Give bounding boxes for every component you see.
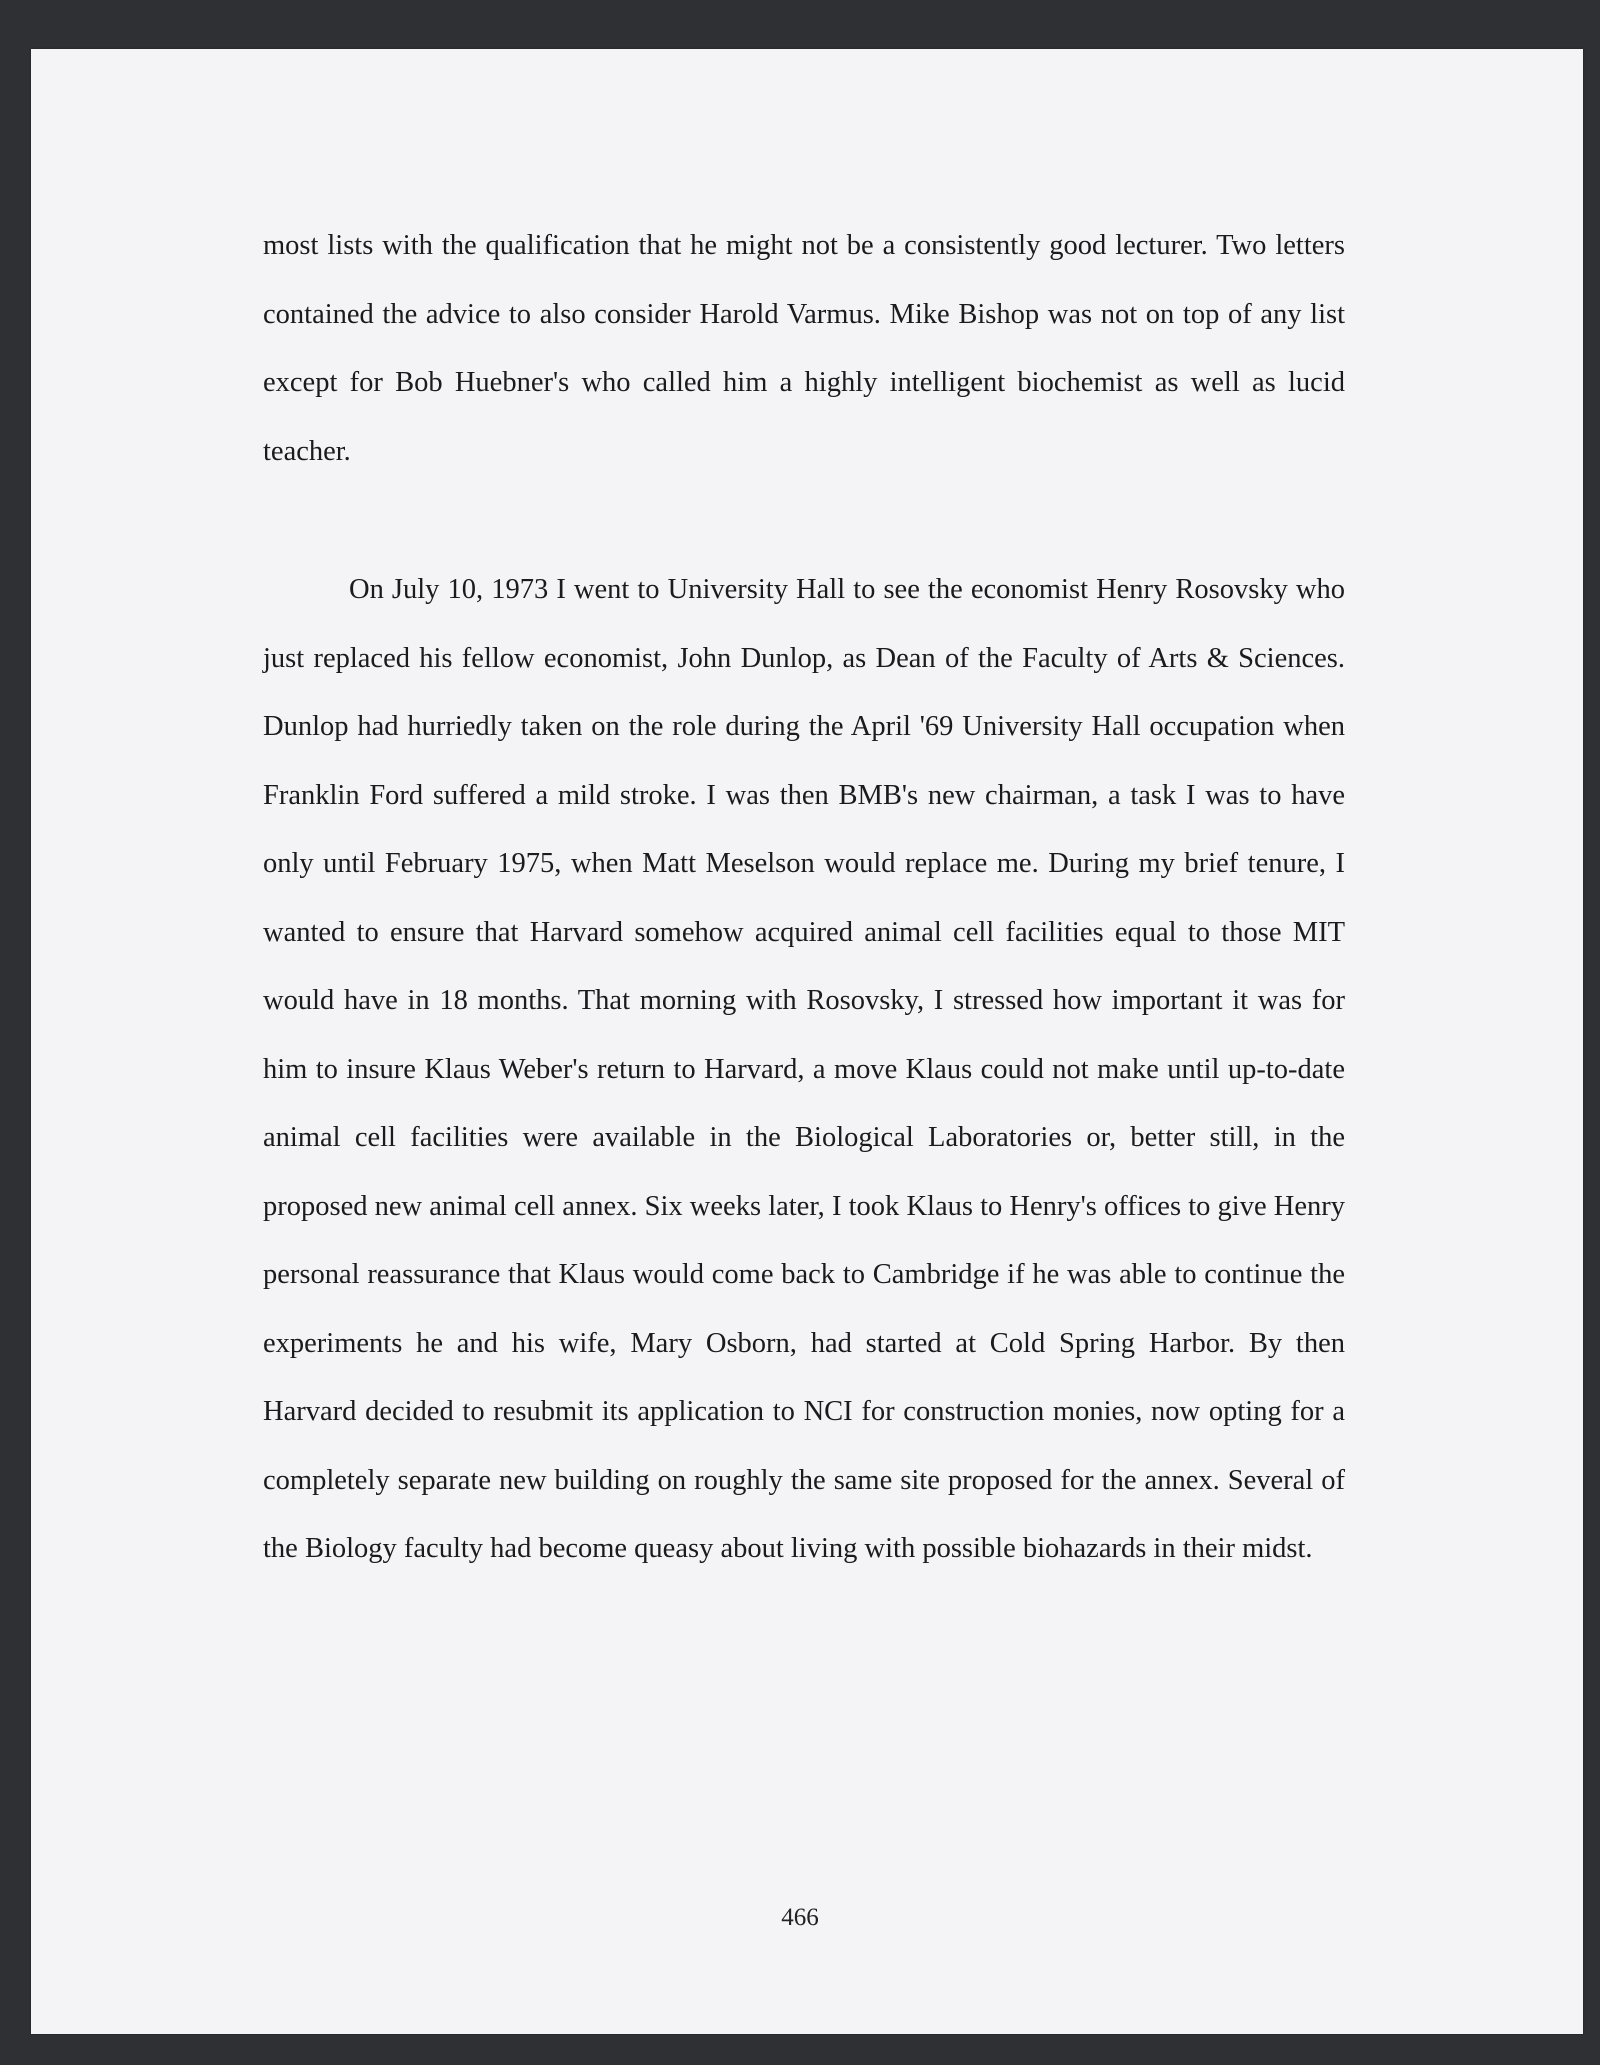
page-number: 466 xyxy=(781,1904,819,1931)
paragraph-text: On July 10, 1973 I went to University Hall to see the economist Henry Rosovsky who just replaced his fellow economist, John Dunlop, as Dean of the Faculty of Arts & Sciences. Dunlop had hurriedly taken on the role during the April '69 University Hall occupation when Franklin Ford suffered a mild stroke. I was then BMB's new chairman, a task I was to have only until February 1975, when Matt Meselson would replace me. During my brief tenure, I wanted to ensure that Harvard somehow acquired animal cell facilities equal to those MIT would have in 18 months. That morning with Rosovsky, I stressed how important it was for him to insure Klaus Weber's return to Harvard, a move Klaus could not make until up-to-date animal cell facilities were available in the Biological Laboratories or, better still, in the proposed new animal cell annex. Six weeks later, I took Klaus to Henry's offices to give Henry personal reassurance that Klaus would come back to Cambridge if he was able to continue the experiments he and his wife, Mary Osborn, had started at Cold Spring Harbor. By then Harvard decided to resubmit its application to NCI for construction monies, now opting for a completely separate new building on roughly the same site proposed for the annex. Several of the Biology faculty had become queasy about living with possible biohazards in their midst. xyxy=(263,574,1345,1564)
paragraph-text: most lists with the qualification that he might not be a consistently good lecturer. Two letters contained the advice to also consider Harold Varmus. Mike Bishop was not on top of any list except for Bob Huebner's who called him a highly intelligent biochemist as well as lucid teacher. xyxy=(263,230,1345,467)
paragraph-rosovsky-meeting xyxy=(263,556,1345,1584)
paragraph-continuation xyxy=(263,212,1345,486)
